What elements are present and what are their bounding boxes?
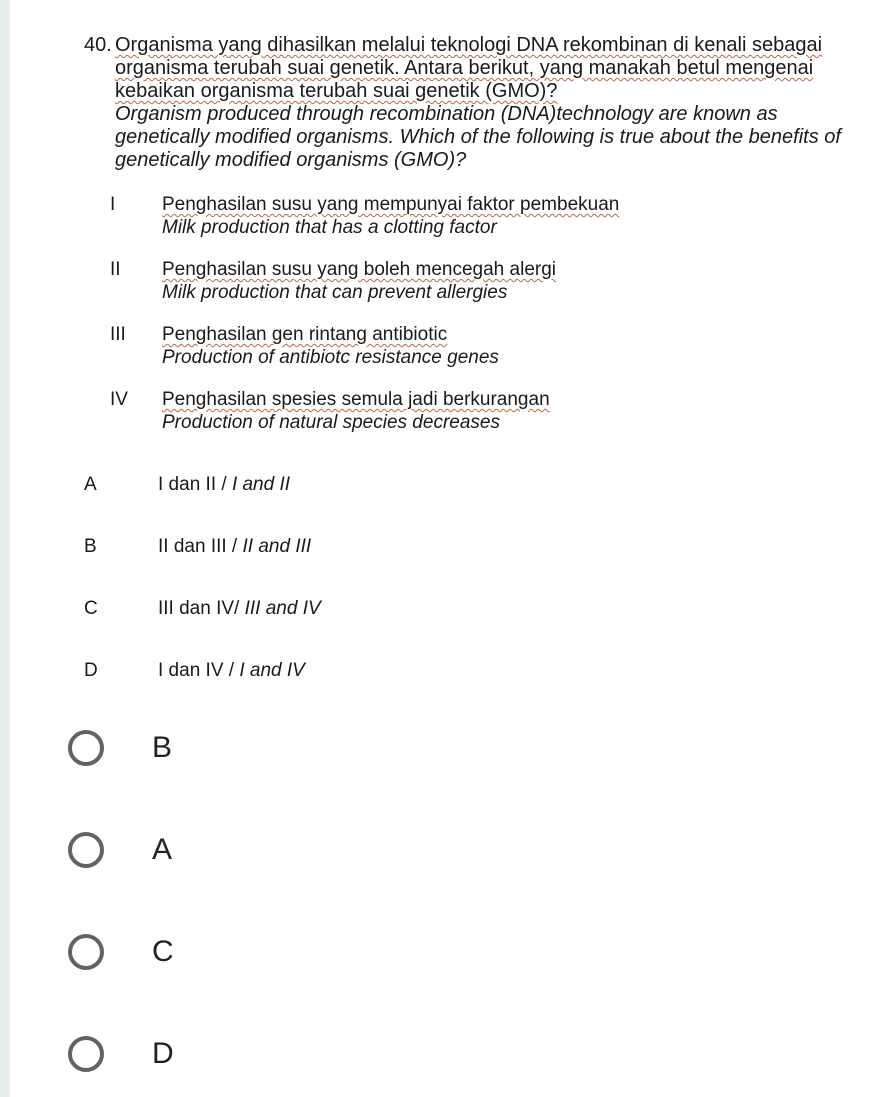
radio-circle-icon[interactable] <box>68 832 104 868</box>
option-text-english: III and IV <box>244 598 321 619</box>
question-block <box>84 34 874 172</box>
answer-option-a[interactable] <box>68 832 172 868</box>
question-text-english: Organism produced through recombination (DNA)technology are known as genetically modified organisms. Which of the following is true about the benefits of genetically modified organisms (GMO)? <box>115 103 841 171</box>
statement-4 <box>110 388 550 434</box>
radio-circle-icon[interactable] <box>68 730 104 766</box>
answer-option-c[interactable] <box>68 934 174 970</box>
statement-malay: Penghasilan susu yang mempunyai faktor pembekuan <box>162 194 620 215</box>
statement-malay: Penghasilan susu yang boleh mencegah alergi <box>162 259 556 280</box>
option-text-english: I and IV <box>239 660 305 681</box>
statement-english: Production of natural species decreases <box>162 412 500 433</box>
statement-malay: Penghasilan spesies semula jadi berkurangan <box>162 389 550 410</box>
statement-roman: II <box>110 259 121 280</box>
answer-label[interactable]: A <box>152 833 173 866</box>
answer-label[interactable]: B <box>152 731 173 764</box>
statement-roman: I <box>110 194 116 215</box>
statement-english: Production of antibiotc resistance genes <box>162 347 499 368</box>
option-letter: D <box>84 660 98 681</box>
answer-option-d[interactable] <box>68 1036 174 1072</box>
statement-malay: Penghasilan gen rintang antibiotic <box>162 324 448 345</box>
option-letter: A <box>84 474 97 495</box>
option-text-malay: III dan IV/ <box>158 598 245 619</box>
option-text-malay: I dan IV / <box>158 660 240 681</box>
answer-label[interactable]: D <box>152 1037 174 1070</box>
option-text-malay: I dan II / <box>158 474 232 495</box>
option-text-english: II and III <box>242 536 312 557</box>
option-text-english: I and II <box>231 474 291 495</box>
statement-roman: IV <box>110 389 128 410</box>
statement-english: Milk production that can prevent allergies <box>162 282 508 303</box>
option-letter: B <box>84 536 97 557</box>
question-number: 40. <box>84 34 112 56</box>
statement-english: Milk production that has a clotting factor <box>162 217 497 238</box>
statement-2 <box>110 258 556 304</box>
option-text-malay: II dan III / <box>158 536 243 557</box>
statement-1 <box>110 193 619 239</box>
option-letter: C <box>84 598 98 619</box>
radio-circle-icon[interactable] <box>68 934 104 970</box>
left-border <box>0 0 10 1097</box>
statement-roman: III <box>110 324 126 345</box>
statement-3 <box>110 323 499 369</box>
answer-option-b[interactable] <box>68 730 172 766</box>
radio-circle-icon[interactable] <box>68 1036 104 1072</box>
question-text-malay: Organisma yang dihasilkan melalui teknologi DNA rekombinan di kenali sebagai organisma terubah suai genetik. Antara berikut, yang manakah betul mengenai kebaikan organisma terubah suai genetik (GMO)? <box>115 34 823 102</box>
answer-label[interactable]: C <box>152 935 174 968</box>
